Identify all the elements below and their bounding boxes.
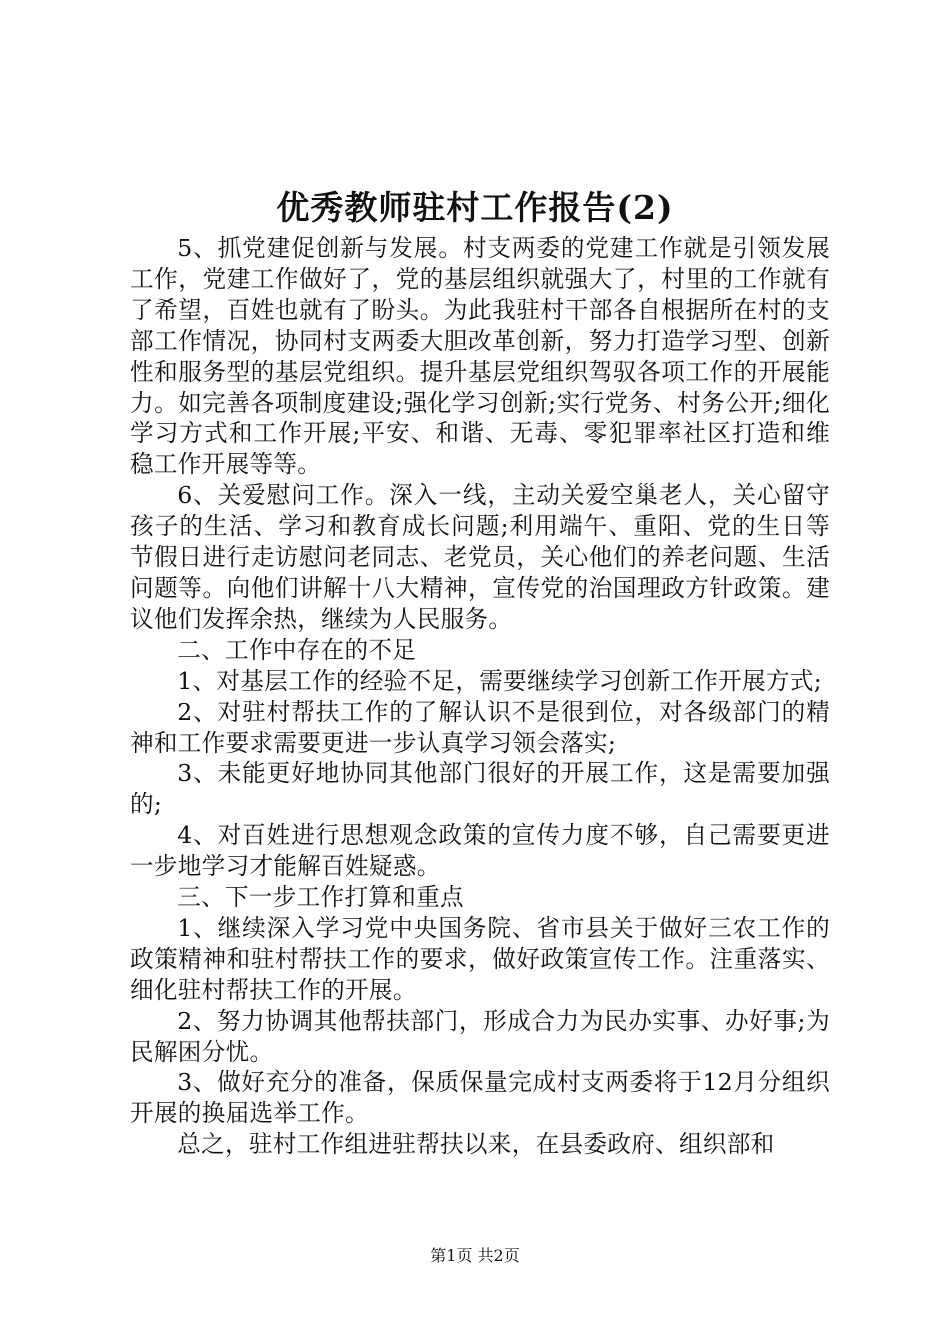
- paragraph-shortcoming-1: 1、对基层工作的经验不足，需要继续学习创新工作开展方式;: [177, 666, 822, 695]
- paragraph-shortcoming-3: 3、未能更好地协同其他部门很好的开展工作，这是需要加强的;: [130, 759, 830, 819]
- page-number: 第1页 共2页: [430, 1246, 520, 1265]
- paragraph-next-step-2: 2、努力协调其他帮扶部门，形成合力为民办实事、办好事;为民解困分忧。: [130, 1006, 830, 1066]
- paragraph-shortcoming-4: 4、对百姓进行思想观念政策的宣传力度不够，自己需要更进一步地学习才能解百姓疑惑。: [130, 821, 830, 881]
- paragraph-next-step-1: 1、继续深入学习党中央国务院、省市县关于做好三农工作的政策精神和驻村帮扶工作的要求，做好政策宣传工作。注重落实、细化驻村帮扶工作的开展。: [130, 913, 830, 1004]
- paragraph-party-building: 5、抓党建促创新与发展。村支两委的党建工作就是引领发展工作，党建工作做好了，党的基层组织就强大了，村里的工作就有了希望，百姓也就有了盼头。为此我驻村干部各自根据所在村的支部工作情况，协同村支两委大胆改革创新，努力打造学习型、创新性和服务型的基层党组织。提升基层党组织驾驭各项工作的开展能力。如完善各项制度建设;强化学习创新;实行党务、村务公开;细化学习方式和工作开展;平安、和谐、无毒、零犯罪率社区打造和维稳工作开展等等。: [130, 234, 830, 479]
- paragraph-next-step-3: 3、做好充分的准备，保质保量完成村支两委将于12月分组织开展的换届选举工作。: [130, 1068, 830, 1128]
- section-heading-next-steps: 三、下一步工作打算和重点: [177, 883, 464, 912]
- document-body: [130, 233, 830, 1160]
- paragraph-shortcoming-2: 2、对驻村帮扶工作的了解认识不是很到位，对各级部门的精神和工作要求需要更进一步认真学习领会落实;: [130, 697, 830, 757]
- section-heading-shortcomings: 二、工作中存在的不足: [177, 635, 417, 664]
- document-title: 优秀教师驻村工作报告(2): [276, 188, 674, 227]
- paragraph-conclusion: 总之，驻村工作组进驻帮扶以来，在县委政府、组织部和: [177, 1130, 775, 1159]
- paragraph-care-visits: 6、关爱慰问工作。深入一线，主动关爱空巢老人，关心留守孩子的生活、学习和教育成长问题;利用端午、重阳、党的生日等节假日进行走访慰问老同志、老党员，关心他们的养老问题、生活问题等。向他们讲解十八大精神，宣传党的治国理政方针政策。建议他们发挥余热，继续为人民服务。: [130, 481, 830, 633]
